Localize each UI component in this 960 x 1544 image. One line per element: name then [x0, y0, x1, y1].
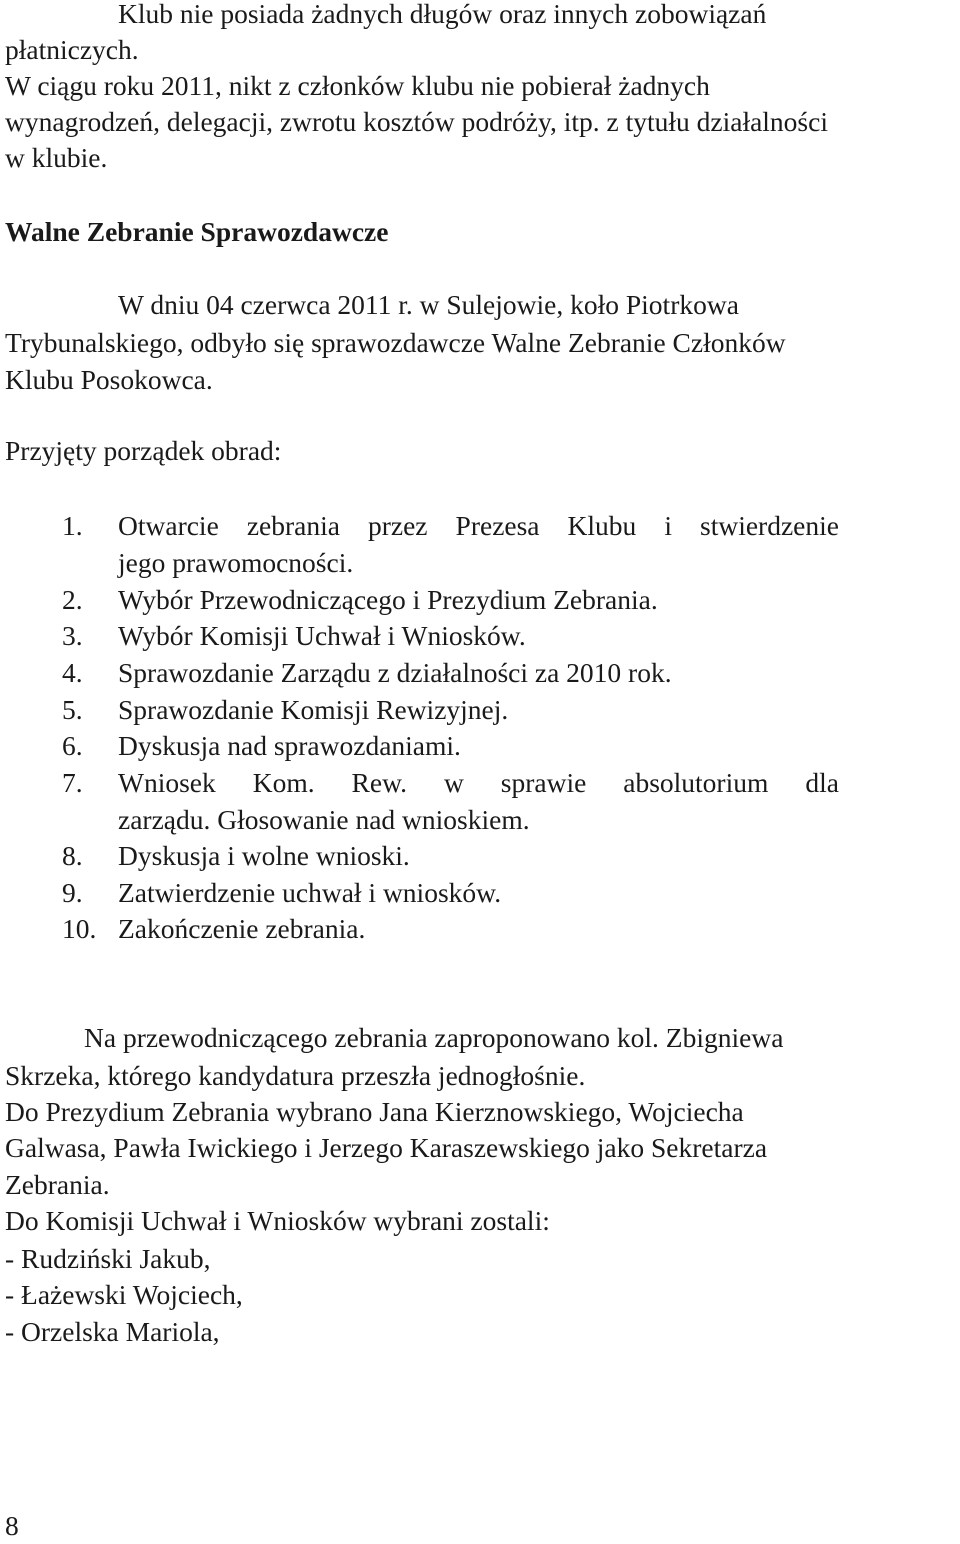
agenda-number: 7. [62, 767, 83, 798]
meeting-line-1: W dniu 04 czerwca 2011 r. w Sulejowie, koło Piotrkowa [118, 289, 739, 320]
agenda-number: 8. [62, 840, 83, 871]
agenda-number: 4. [62, 657, 83, 688]
agenda-number: 2. [62, 584, 83, 615]
agenda-item-text: Wybór Komisji Uchwał i Wniosków. [118, 620, 526, 651]
list-item: - Łażewski Wojciech, [5, 1279, 243, 1310]
agenda-item-1-line-1: Otwarcie zebrania przez Prezesa Klubu i stwierdzenie [118, 510, 839, 541]
agenda-number: 6. [62, 730, 83, 761]
outcome-line-5: Zebrania. [5, 1169, 110, 1200]
agenda-label: Przyjęty porządek obrad: [5, 435, 282, 466]
agenda-number: 10. [62, 913, 97, 944]
outcome-line-2: Skrzeka, którego kandydatura przeszła jednogłośnie. [5, 1060, 586, 1091]
agenda-item-text: Zatwierdzenie uchwał i wniosków. [118, 877, 502, 908]
agenda-item-7-line-1: Wniosek Kom. Rew. w sprawie absolutorium dla [118, 767, 839, 798]
intro-line-5: w klubie. [5, 142, 108, 173]
outcome-line-3: Do Prezydium Zebrania wybrano Jana Kierznowskiego, Wojciecha [5, 1096, 744, 1127]
agenda-number: 3. [62, 620, 83, 651]
section-heading: Walne Zebranie Sprawozdawcze [5, 216, 389, 247]
outcome-line-4: Galwasa, Pawła Iwickiego i Jerzego Karaszewskiego jako Sekretarza [5, 1132, 768, 1163]
agenda-number: 9. [62, 877, 83, 908]
agenda-number: 1. [62, 510, 83, 541]
agenda-item-text: Sprawozdanie Zarządu z działalności za 2010 rok. [118, 657, 672, 688]
meeting-line-2: Trybunalskiego, odbyło się sprawozdawcze Walne Zebranie Członków [5, 327, 786, 358]
agenda-item-text: Dyskusja nad sprawozdaniami. [118, 730, 461, 761]
list-item: - Rudziński Jakub, [5, 1243, 211, 1274]
list-item: - Orzelska Mariola, [5, 1316, 220, 1347]
agenda-item-text: Dyskusja i wolne wnioski. [118, 840, 410, 871]
intro-line-1: Klub nie posiada żadnych długów oraz innych zobowiązań [118, 0, 767, 29]
agenda-number: 5. [62, 694, 83, 725]
agenda-item-text: Wybór Przewodniczącego i Prezydium Zebrania. [118, 584, 658, 615]
outcome-line-1: Na przewodniczącego zebrania zaproponowano kol. Zbigniewa [84, 1022, 784, 1053]
meeting-line-3: Klubu Posokowca. [5, 364, 213, 395]
intro-line-3: W ciągu roku 2011, nikt z członków klubu nie pobierał żadnych [5, 70, 710, 101]
page-number: 8 [5, 1510, 19, 1541]
outcome-line-6: Do Komisji Uchwał i Wniosków wybrani zostali: [5, 1205, 550, 1236]
agenda-item-1-line-2: jego prawomocności. [118, 547, 354, 578]
intro-line-2: płatniczych. [5, 34, 139, 65]
agenda-item-text: Sprawozdanie Komisji Rewizyjnej. [118, 694, 509, 725]
intro-line-4: wynagrodzeń, delegacji, zwrotu kosztów podróży, itp. z tytułu działalności [5, 106, 828, 137]
agenda-item-7-line-2: zarządu. Głosowanie nad wnioskiem. [118, 804, 530, 835]
agenda-item-text: Zakończenie zebrania. [118, 913, 366, 944]
